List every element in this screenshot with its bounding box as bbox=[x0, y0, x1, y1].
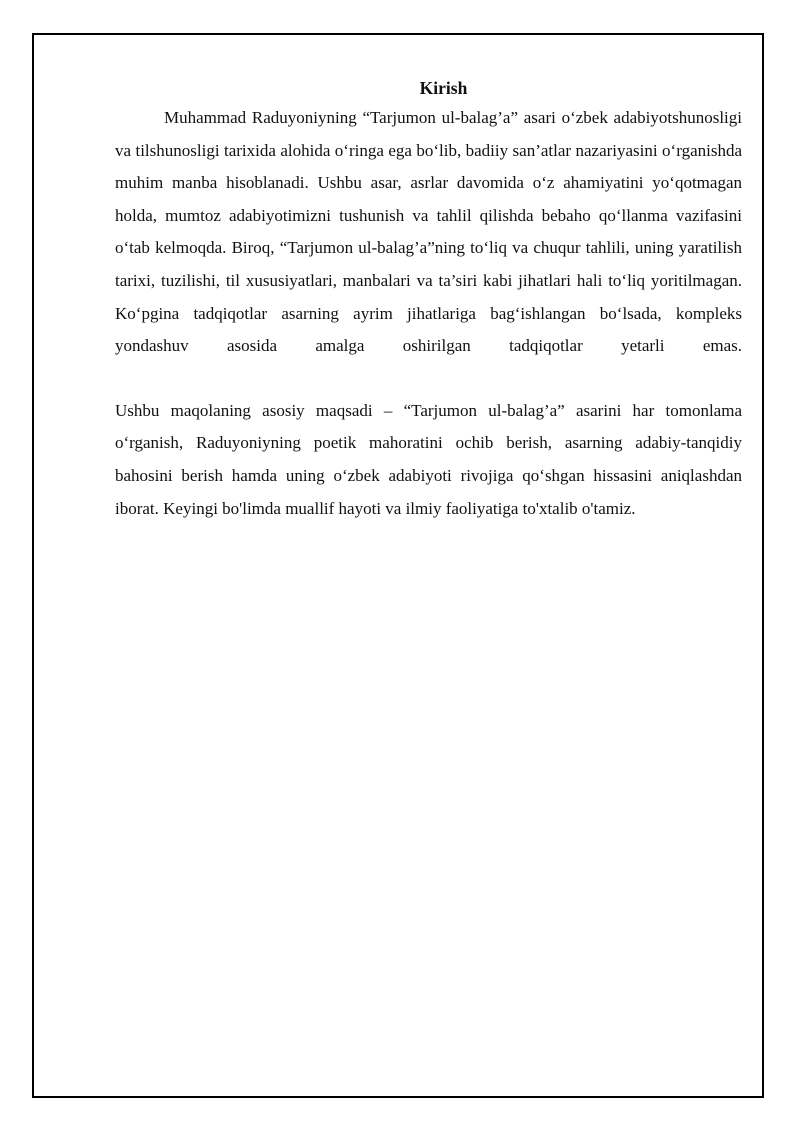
purpose-paragraph: Ushbu maqolaning asosiy maqsadi – “Tarjumon ul-balag’a” asarini har tomonlama o‘rganish, Raduyoniyning poetik mahoratini ochib berish, asarning adabiy-tanqidiy bahosini berish hamda uning o‘zbek adabiyoti rivojiga qo‘shgan hissasini aniqlashdan iborat. Keyingi bo'limda muallif hayoti va ilmiy faoliyatiga to'xtalib o'tamiz. bbox=[115, 400, 742, 518]
document-body bbox=[115, 74, 742, 525]
intro-paragraph: Muhammad Raduyoniyning “Tarjumon ul-balag’a” asari o‘zbek adabiyotshunosligi va tilshunosligi tarixida alohida o‘ringa ega bo‘lib, badiiy san’atlar nazariyasini o‘rganishda muhim manba hisoblanadi. Ushbu asar, asrlar davomida o‘z ahamiyatini yo‘qotmagan holda, mumtoz adabiyotimizni tushunish va tahlil qilishda bebaho qo‘llanma vazifasini o‘tab kelmoqda. Biroq, “Tarjumon ul-balag’a”ning to‘liq va chuqur tahlili, uning yaratilish tarixi, tuzilishi, til xususiyatlari, manbalari va ta’siri kabi jihatlari hali to‘liq yoritilmagan. Ko‘pgina tadqiqotlar asarning ayrim jihatlariga bag‘ishlangan bo‘lsada, kompleks yondashuv asosida amalga oshirilgan tadqiqotlar yetarli emas. bbox=[115, 108, 742, 356]
document-title: Kirish bbox=[419, 78, 468, 98]
